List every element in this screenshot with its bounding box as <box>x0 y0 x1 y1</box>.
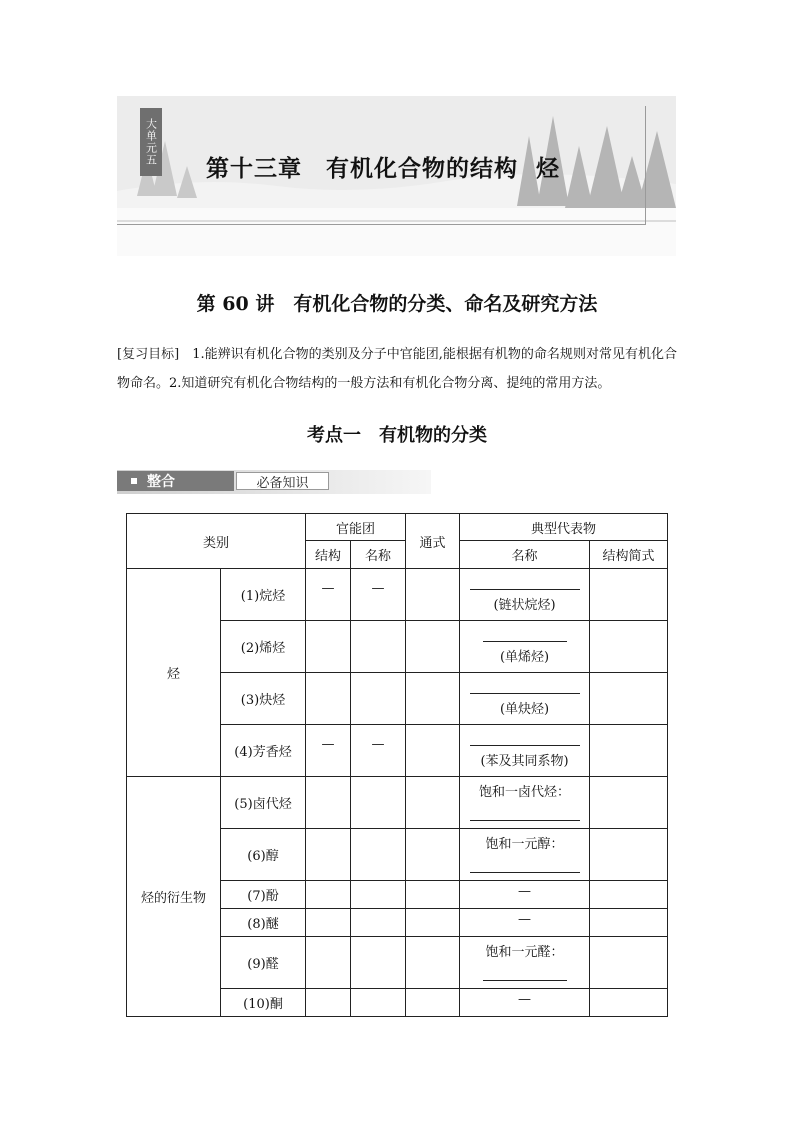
header-rep-formula: 结构简式 <box>590 541 668 569</box>
row-formula <box>406 725 460 777</box>
row-rep-name: — <box>460 909 590 937</box>
integration-label-text: 整合 <box>147 474 175 490</box>
answer-blank <box>470 693 580 694</box>
row-rep-name <box>460 829 590 881</box>
section-title: 考点一 有机物的分类 <box>307 425 487 446</box>
chapter-title: 第十三章 有机化合物的结构 烃 <box>206 156 561 182</box>
unit-tag: 大单元五 <box>140 108 162 176</box>
row-label: (4)芳香烃 <box>221 725 306 777</box>
row-formula <box>406 829 460 881</box>
row-formula <box>406 621 460 673</box>
header-name: 名称 <box>351 541 406 569</box>
answer-blank <box>470 820 580 821</box>
review-goals-text: 1.能辨识有机化合物的类别及分子中官能团,能根据有机物的命名规则对常见有机化合物命名。2.知道研究有机化合物结构的一般方法和有机化合物分离、提纯的常用方法。 <box>117 347 677 391</box>
table-row <box>127 569 668 621</box>
row-label: (6)醇 <box>221 829 306 881</box>
row-rep-formula <box>590 621 668 673</box>
row-fg-name <box>351 989 406 1017</box>
rep-prefix: 饱和一卤代烃： <box>479 785 571 800</box>
row-rep-name <box>460 725 590 777</box>
rep-note: (链状烷烃) <box>493 597 556 613</box>
integration-label <box>117 471 234 491</box>
row-formula <box>406 673 460 725</box>
row-rep-formula <box>590 569 668 621</box>
header-general-formula: 通式 <box>406 514 460 569</box>
row-fg-name <box>351 829 406 881</box>
header-rep-name: 名称 <box>460 541 590 569</box>
answer-blank <box>470 589 580 590</box>
row-label: (7)酚 <box>221 881 306 909</box>
row-formula <box>406 909 460 937</box>
answer-blank <box>470 872 580 873</box>
answer-blank <box>483 641 567 642</box>
row-rep-formula <box>590 725 668 777</box>
row-rep-formula <box>590 937 668 989</box>
answer-blank <box>483 980 567 981</box>
row-rep-name <box>460 621 590 673</box>
row-rep-name <box>460 937 590 989</box>
row-label: (9)醛 <box>221 937 306 989</box>
row-rep-name <box>460 673 590 725</box>
row-rep-name: — <box>460 881 590 909</box>
row-structure <box>306 909 351 937</box>
group-hydrocarbon: 烃 <box>127 569 221 777</box>
rep-prefix: 饱和一元醛： <box>485 945 564 960</box>
row-fg-name <box>351 673 406 725</box>
row-fg-name: — <box>351 725 406 777</box>
row-label: (5)卤代烃 <box>221 777 306 829</box>
row-rep-formula <box>590 881 668 909</box>
row-fg-name <box>351 777 406 829</box>
row-label: (1)烷烃 <box>221 569 306 621</box>
table-row <box>127 777 668 829</box>
row-fg-name: — <box>351 569 406 621</box>
row-fg-name <box>351 621 406 673</box>
row-structure <box>306 829 351 881</box>
row-structure <box>306 937 351 989</box>
row-formula <box>406 569 460 621</box>
row-rep-name: — <box>460 989 590 1017</box>
header-structure: 结构 <box>306 541 351 569</box>
rep-note: (苯及其同系物) <box>480 753 569 769</box>
row-rep-formula <box>590 777 668 829</box>
row-formula <box>406 881 460 909</box>
row-fg-name <box>351 937 406 989</box>
review-goals <box>117 340 677 398</box>
row-formula <box>406 777 460 829</box>
group-derivative: 烃的衍生物 <box>127 777 221 1017</box>
header-category: 类别 <box>127 514 306 569</box>
row-label: (2)烯烃 <box>221 621 306 673</box>
row-label: (8)醚 <box>221 909 306 937</box>
row-rep-name <box>460 777 590 829</box>
header-representative: 典型代表物 <box>460 514 668 541</box>
rep-note: (单炔烃) <box>499 701 550 717</box>
row-label: (10)酮 <box>221 989 306 1017</box>
row-label: (3)炔烃 <box>221 673 306 725</box>
row-rep-name <box>460 569 590 621</box>
rep-note: (单烯烃) <box>499 649 550 665</box>
lecture-title: 第 60 讲 有机化合物的分类、命名及研究方法 <box>196 293 598 315</box>
row-formula <box>406 937 460 989</box>
row-structure: — <box>306 725 351 777</box>
row-rep-formula <box>590 673 668 725</box>
row-structure: — <box>306 569 351 621</box>
row-rep-formula <box>590 829 668 881</box>
row-structure <box>306 777 351 829</box>
rep-prefix: 饱和一元醇： <box>485 837 564 852</box>
row-rep-formula <box>590 909 668 937</box>
integration-sublabel: 必备知识 <box>236 472 329 490</box>
review-goals-tag: [复习目标] <box>117 347 180 362</box>
row-structure <box>306 881 351 909</box>
row-structure <box>306 621 351 673</box>
answer-blank <box>470 745 580 746</box>
classification-table <box>126 513 668 1017</box>
row-fg-name <box>351 909 406 937</box>
square-bullet-icon <box>131 478 137 484</box>
row-fg-name <box>351 881 406 909</box>
row-structure <box>306 673 351 725</box>
row-rep-formula <box>590 989 668 1017</box>
header-functional-group: 官能团 <box>306 514 406 541</box>
row-structure <box>306 989 351 1017</box>
row-formula <box>406 989 460 1017</box>
